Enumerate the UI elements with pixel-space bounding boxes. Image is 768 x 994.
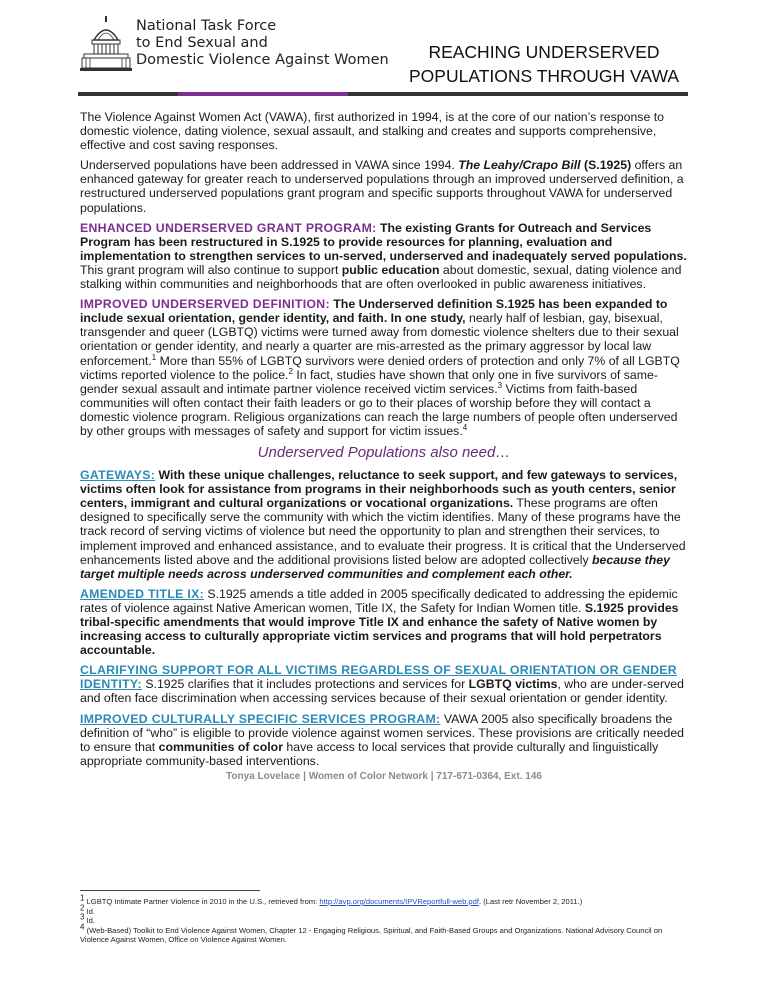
section-culturally-specific [80, 712, 688, 768]
section-heading: AMENDED TITLE IX: [80, 586, 204, 601]
section-text: , who are under-served and often face discrimination when accessing services because of their sexual orientation or gender identity. [80, 677, 684, 706]
contact-line: Tonya Lovelace | Women of Color Network | 717-671-0364, Ext. 146 [226, 770, 542, 782]
section-bold-text: LGBTQ victims [468, 677, 558, 692]
section-bold-text: communities of color [158, 739, 283, 754]
section-heading: CLARIFYING SUPPORT FOR ALL VICTIMS REGARDLESS OF SEXUAL ORIENTATION OR GENDER IDENTITY: [80, 663, 677, 692]
intro-text: The Violence Against Women Act (VAWA), first authorized in 1994, is at the core of our nation’s response to domestic violence, dating violence, sexual assault, and stalking and creates and supports comprehensive, effective and cost saving responses. [80, 110, 664, 153]
section-text: about domestic, sexual, dating violence and stalking within communities and neighborhoods that are often overlooked in public awareness initiatives. [80, 262, 682, 292]
org-name [136, 18, 389, 69]
section-text: Victims from faith-based communities will often contact their faith leaders or go to their places of worship before they will contact a domestic violence program. Religious organizations can reach the large numbers of people often underserved by other groups with messages of safety and support for victim issues. [80, 381, 678, 438]
footnote-text: (Web-Based) Toolkit to End Violence Against Women, Chapter 12 - Engaging Religious, Spiritual, and Faith-Based Groups and Organizations. National Advisory Council on Violence Against Women, Office on Violence Against Women. [80, 925, 663, 945]
section-heading: IMPROVED UNDERSERVED DEFINITION: [80, 297, 330, 312]
footnote-text: . (Last retr November 2, 2011.) [478, 897, 583, 906]
section-bold-text: The existing Grants for Outreach and Services Program has been restructured in S.1925 to provide resources for planning, evaluation and implementation to strengthen services to un-served, underserved and inadequately served populations. [80, 220, 687, 263]
footnote-4 [80, 922, 690, 945]
section-bold-text: public education [341, 262, 440, 277]
footnote-ref: 4 [462, 422, 468, 432]
section-text: These programs are often designed to specifically serve the community with which the victim identifies. Many of these programs have the track record of serving victims of violence but need the opportunity to plan and strengthen their services, to implement improved and enhanced assistance, and to evaluate their progress. It is critical that the Underserved enhancements listed above and the additional provisions listed below are adopted collectively [80, 496, 686, 567]
footnotes [80, 893, 690, 945]
section-bold-text: With these unique challenges, reluctance to seek support, and few gateways to services, victims often look for assistance from programs in their neighborhoods such as youth centers, senior centers, immigrant and cultural organizations or vocational organizations. [80, 468, 678, 511]
header-divider [78, 92, 688, 96]
title-line: POPULATIONS THROUGH VAWA [409, 66, 679, 86]
intro-paragraph-2 [80, 158, 688, 214]
footnote-ref: 3 [497, 380, 503, 390]
subheading: Underserved Populations also need… [257, 444, 511, 462]
section-clarifying-support [80, 663, 688, 705]
section-gateways [80, 468, 688, 581]
section-heading: GATEWAYS: [80, 468, 156, 483]
title-line: REACHING UNDERSERVED [428, 42, 660, 62]
footnote-number: 2 [80, 903, 85, 913]
section-text: have access to local services that provide culturally and linguistically appropriate community-based interventions. [80, 739, 659, 768]
section-text: This grant program will also continue to support [80, 262, 342, 277]
header-divider-accent [178, 92, 348, 96]
org-name-line: to End Sexual and [136, 35, 268, 51]
section-text: nearly half of lesbian, gay, bisexual, transgender and queer (LGBTQ) victims were turned away from domestic violence shelters due to their sexual orientation or gender identity, and nearly a quarter are mis-arrested as the primary aggressor by local law enforcement. [80, 311, 679, 368]
section-bold-text: The Underserved definition S.1925 has been expanded to include sexual orientation, gender identity, and faith. In one study, [80, 297, 668, 326]
bill-name: The Leahy/Crapo Bill [458, 158, 581, 173]
footnote-text: LGBTQ Intimate Partner Violence in 2010 in the U.S., retrieved from: [84, 897, 320, 906]
intro-text: Underserved populations have been addressed in VAWA since 1994. [80, 158, 459, 173]
section-text: VAWA 2005 also specifically broadens the definition of “who” is eligible to provide violence against women services. These provisions are critically needed to ensure that [80, 711, 684, 754]
document-title [394, 40, 694, 88]
intro-paragraph [80, 110, 688, 152]
section-bold-text: S.1925 provides tribal-specific amendments that would improve Title IX and enhance the safety of Native women by increasing access to culturally appropriate victim services and programs that will hold perpetrators accountable. [80, 600, 679, 658]
org-name-line: National Task Force [136, 18, 277, 34]
section-heading: ENHANCED UNDERSERVED GRANT PROGRAM: [80, 220, 377, 235]
bill-number: (S.1925) [580, 158, 632, 173]
footnote-text: Id. [84, 916, 96, 926]
section-underserved-definition [80, 297, 688, 438]
section-title-ix [80, 587, 688, 657]
footnote-ref: 2 [288, 366, 293, 376]
section-emphasis: because they target multiple needs across underserved communities and complement each other. [80, 552, 670, 581]
footnote-1 [80, 893, 690, 907]
section-text: More than 55% of LGBTQ survivors were denied orders of protection and only 7% of all LGBTQ victims reported violence to the police. [80, 353, 680, 382]
capitol-icon [80, 14, 132, 78]
footnote-link[interactable]: http://avp.org/documents/IPVReportfull-web.pdf [319, 897, 479, 906]
section-heading: IMPROVED CULTURALLY SPECIFIC SERVICES PROGRAM: [80, 711, 441, 726]
footnote-number: 4 [80, 922, 85, 932]
section-text: In fact, studies have shown that only one in five survivors of same-gender sexual assault and intimate partner violence received victim services. [80, 367, 658, 396]
org-logo [80, 14, 389, 84]
section-enhanced-grant [80, 221, 688, 291]
intro-text: offers an enhanced gateway for greater reach to underserved populations through an improved underserved definition, a restructured underserved populations grant program and specific supports throughout VAWA for underserved populations. [80, 158, 684, 215]
footnote-2 [80, 903, 690, 917]
footnote-text: Id. [84, 906, 96, 916]
footnote-number: 1 [80, 893, 85, 903]
section-text: S.1925 clarifies that it includes protections and services for [141, 677, 469, 692]
footnote-divider [80, 890, 260, 891]
footnote-ref: 1 [151, 352, 157, 362]
section-text: S.1925 amends a title added in 2005 specifically dedicated to addressing the epidemic rates of violence against Native American women, Title IX, the Safety for Indian Women title. [80, 586, 678, 615]
footnote-3 [80, 912, 690, 926]
document-body [80, 110, 688, 784]
org-name-line: Domestic Violence Against Women [136, 52, 389, 68]
footnote-number: 3 [80, 912, 85, 922]
